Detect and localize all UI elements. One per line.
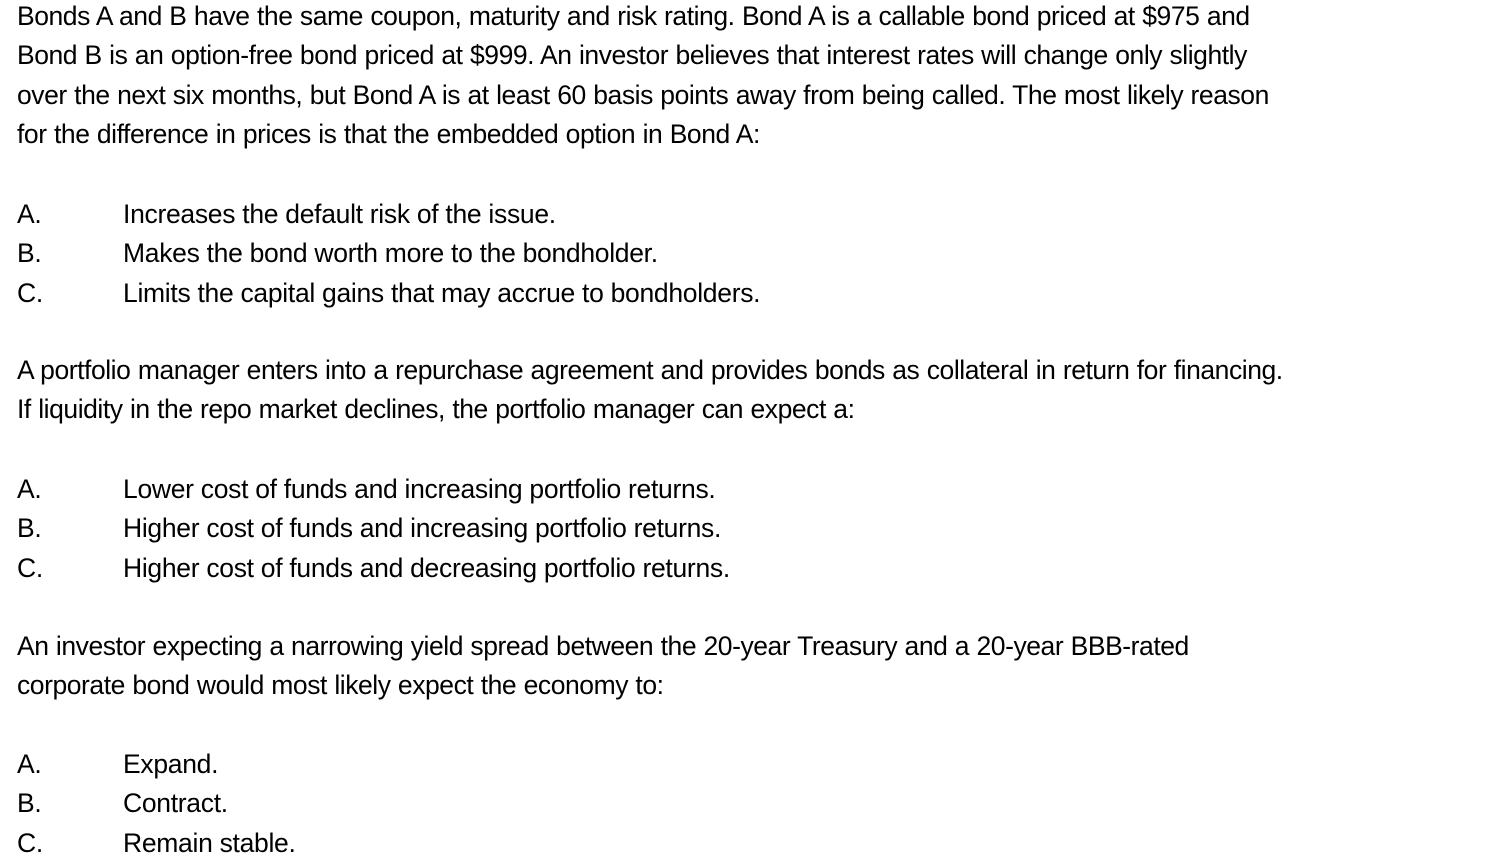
question-3-option-b <box>17 784 296 823</box>
option-letter: A. <box>17 474 42 504</box>
question-2-option-c <box>17 549 730 588</box>
question-1-stem-line-1: Bonds A and B have the same coupon, maturity and risk rating. Bond A is a callable bond priced at $975 and <box>17 1 1250 31</box>
question-3-stem <box>17 627 1507 706</box>
question-1 <box>17 0 1507 154</box>
option-text: Lower cost of funds and increasing portfolio returns. <box>123 474 716 504</box>
option-text: Higher cost of funds and decreasing portfolio returns. <box>123 552 730 583</box>
option-text: Makes the bond worth more to the bondholder. <box>123 238 658 269</box>
question-2 <box>17 351 1507 430</box>
question-1-stem-line-3: over the next six months, but Bond A is at least 60 basis points away from being called. The most likely reason <box>17 79 1269 110</box>
question-1-options <box>17 195 760 313</box>
option-text: Limits the capital gains that may accrue to bondholders. <box>123 277 761 308</box>
question-3-stem-line-1: An investor expecting a narrowing yield spread between the 20-year Treasury and a 20-year BBB-rated <box>17 631 1189 661</box>
question-2-option-b <box>17 509 730 548</box>
option-letter: C. <box>17 277 43 308</box>
question-2-stem-line-2: If liquidity in the repo market declines, the portfolio manager can expect a: <box>17 394 855 425</box>
option-text: Higher cost of funds and increasing portfolio returns. <box>123 513 722 544</box>
option-text: Increases the default risk of the issue. <box>123 199 556 229</box>
question-2-stem <box>17 351 1507 430</box>
option-letter: A. <box>17 749 42 779</box>
question-2-stem-line-1: A portfolio manager enters into a repurchase agreement and provides bonds as collateral in return for financing. <box>17 355 1283 385</box>
question-1-option-b <box>17 234 760 273</box>
question-3-stem-line-2: corporate bond would most likely expect the economy to: <box>17 670 664 701</box>
question-2-options <box>17 470 730 588</box>
question-1-option-c <box>17 274 760 313</box>
option-letter: B. <box>17 238 42 269</box>
option-letter: B. <box>17 513 42 544</box>
question-3-option-a <box>17 745 296 784</box>
option-letter: C. <box>17 552 43 583</box>
option-letter: B. <box>17 788 42 819</box>
option-letter: C. <box>17 827 43 858</box>
option-text: Remain stable. <box>123 827 296 858</box>
question-3-option-c <box>17 824 296 863</box>
question-1-stem <box>17 0 1507 154</box>
question-3-options <box>17 745 296 863</box>
option-text: Expand. <box>123 749 219 779</box>
question-3 <box>17 627 1507 706</box>
question-2-option-a <box>17 470 730 509</box>
question-1-option-a <box>17 195 760 234</box>
option-letter: A. <box>17 199 42 229</box>
question-1-stem-line-4: for the difference in prices is that the embedded option in Bond A: <box>17 118 760 149</box>
question-1-stem-line-2: Bond B is an option-free bond priced at $999. An investor believes that interest rates will change only slightly <box>17 40 1247 71</box>
option-text: Contract. <box>123 788 228 819</box>
